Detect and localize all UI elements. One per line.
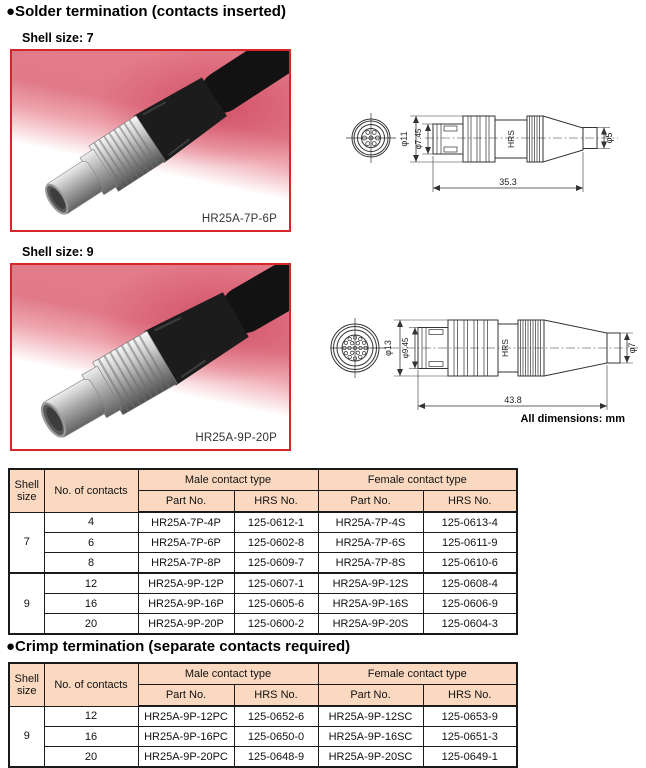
- female-hrs-cell: 125-0604-3: [423, 614, 517, 635]
- male-part-cell: HR25A-7P-8P: [138, 553, 234, 574]
- col-header-male-hrs: HRS No.: [234, 491, 318, 513]
- female-part-cell: HR25A-7P-6S: [318, 533, 423, 553]
- male-part-cell: HR25A-9P-12P: [138, 573, 234, 594]
- contacts-cell: 16: [44, 594, 138, 614]
- shell7-connector-illustration: [12, 51, 289, 230]
- col-header-male: Male contact type: [138, 469, 318, 491]
- col-header-female-hrs: HRS No.: [423, 685, 517, 707]
- contacts-cell: 16: [44, 727, 138, 747]
- table-row: [9, 553, 517, 574]
- table-row: [9, 727, 517, 747]
- col-header-female-part: Part No.: [318, 491, 423, 513]
- table-row: [9, 747, 517, 768]
- table-row: [9, 533, 517, 553]
- female-hrs-cell: 125-0611-9: [423, 533, 517, 553]
- female-hrs-cell: 125-0610-6: [423, 553, 517, 574]
- front-view: [330, 318, 385, 378]
- male-hrs-cell: 125-0605-6: [234, 594, 318, 614]
- dim-front-dia: φ9.45: [401, 337, 410, 359]
- shell7-photo-caption: HR25A-7P-6P: [201, 213, 277, 225]
- brand-mark: HRS: [506, 130, 516, 148]
- contacts-cell: 12: [44, 706, 138, 727]
- col-header-female: Female contact type: [318, 469, 517, 491]
- male-hrs-cell: 125-0612-1: [234, 512, 318, 533]
- shell9-connector-illustration: [12, 265, 289, 449]
- table-row: [9, 706, 517, 727]
- col-header-male: Male contact type: [138, 663, 318, 685]
- col-header-shell-size: Shell size: [9, 663, 44, 706]
- dim-front-dia: φ7.45: [414, 128, 423, 150]
- solder-table: [8, 468, 518, 635]
- dim-cable-dia: φ5: [604, 132, 614, 144]
- female-part-cell: HR25A-9P-12S: [318, 573, 423, 594]
- male-part-cell: HR25A-9P-20P: [138, 614, 234, 635]
- shell-size-cell: 9: [9, 573, 44, 634]
- col-header-female-part: Part No.: [318, 685, 423, 707]
- shell-size-cell: 7: [9, 512, 44, 573]
- col-header-female-hrs: HRS No.: [423, 491, 517, 513]
- male-part-cell: HR25A-9P-16P: [138, 594, 234, 614]
- col-header-contacts: No. of contacts: [44, 469, 138, 512]
- female-hrs-cell: 125-0649-1: [423, 747, 517, 768]
- col-header-male-hrs: HRS No.: [234, 685, 318, 707]
- male-part-cell: HR25A-9P-20PC: [138, 747, 234, 768]
- female-part-cell: HR25A-7P-4S: [318, 512, 423, 533]
- female-part-cell: HR25A-7P-8S: [318, 553, 423, 574]
- female-part-cell: HR25A-9P-16SC: [318, 727, 423, 747]
- shell-size-cell: 9: [9, 706, 44, 767]
- male-hrs-cell: 125-0602-8: [234, 533, 318, 553]
- male-hrs-cell: 125-0600-2: [234, 614, 318, 635]
- col-header-male-part: Part No.: [138, 685, 234, 707]
- solder-section-title: ●Solder termination (contacts inserted): [6, 3, 286, 20]
- male-part-cell: HR25A-7P-6P: [138, 533, 234, 553]
- col-header-shell-size: Shell size: [9, 469, 44, 512]
- shell7-technical-drawing: [330, 100, 622, 212]
- dimensions-note: All dimensions: mm: [520, 413, 625, 425]
- contacts-cell: 20: [44, 614, 138, 635]
- shell9-label: Shell size: 9: [22, 245, 94, 259]
- table-row: [9, 614, 517, 635]
- shell9-photo-caption: HR25A-9P-20P: [195, 432, 277, 444]
- shell7-photo: [10, 49, 291, 232]
- female-hrs-cell: 125-0651-3: [423, 727, 517, 747]
- female-hrs-cell: 125-0653-9: [423, 706, 517, 727]
- col-header-contacts: No. of contacts: [44, 663, 138, 706]
- brand-mark: HRS: [500, 339, 510, 357]
- contacts-cell: 4: [44, 512, 138, 533]
- table-row: [9, 573, 517, 594]
- female-hrs-cell: 125-0608-4: [423, 573, 517, 594]
- contacts-cell: 12: [44, 573, 138, 594]
- dim-cable-dia: φ7: [627, 342, 637, 354]
- male-hrs-cell: 125-0609-7: [234, 553, 318, 574]
- crimp-table: [8, 662, 518, 768]
- male-hrs-cell: 125-0648-9: [234, 747, 318, 768]
- col-header-female: Female contact type: [318, 663, 517, 685]
- male-hrs-cell: 125-0652-6: [234, 706, 318, 727]
- dim-length: 43.8: [504, 395, 522, 405]
- shell7-label: Shell size: 7: [22, 31, 94, 45]
- contacts-cell: 8: [44, 553, 138, 574]
- male-hrs-cell: 125-0650-0: [234, 727, 318, 747]
- shell9-photo: [10, 263, 291, 451]
- dim-body-dia: φ11: [399, 131, 409, 147]
- female-part-cell: HR25A-9P-20SC: [318, 747, 423, 768]
- female-hrs-cell: 125-0613-4: [423, 512, 517, 533]
- contacts-cell: 20: [44, 747, 138, 768]
- male-hrs-cell: 125-0607-1: [234, 573, 318, 594]
- table-row: [9, 512, 517, 533]
- dim-length: 35.3: [499, 177, 517, 187]
- male-part-cell: HR25A-7P-4P: [138, 512, 234, 533]
- crimp-section-title: ●Crimp termination (separate contacts required): [6, 638, 351, 655]
- contacts-cell: 6: [44, 533, 138, 553]
- female-part-cell: HR25A-9P-16S: [318, 594, 423, 614]
- female-part-cell: HR25A-9P-12SC: [318, 706, 423, 727]
- table-row: [9, 594, 517, 614]
- front-view: [346, 113, 396, 163]
- female-hrs-cell: 125-0606-9: [423, 594, 517, 614]
- female-part-cell: HR25A-9P-20S: [318, 614, 423, 635]
- male-part-cell: HR25A-9P-12PC: [138, 706, 234, 727]
- shell9-technical-drawing: [330, 298, 642, 430]
- col-header-male-part: Part No.: [138, 491, 234, 513]
- dim-body-dia: φ13: [383, 340, 393, 356]
- male-part-cell: HR25A-9P-16PC: [138, 727, 234, 747]
